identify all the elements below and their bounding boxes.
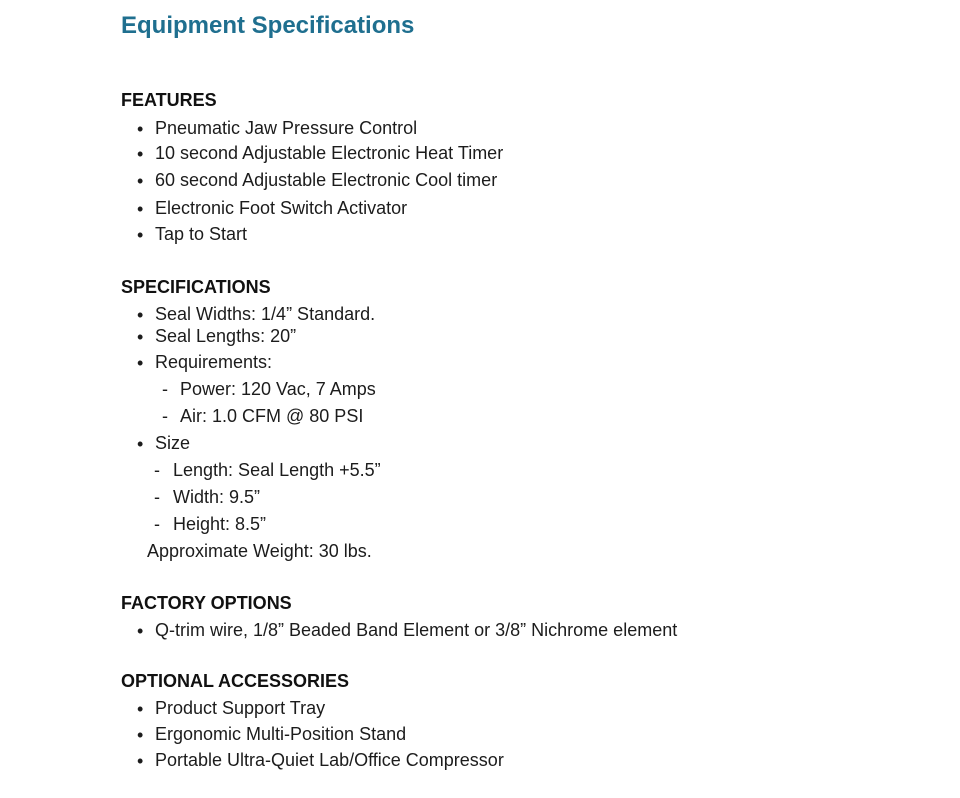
bullet-icon: •	[137, 199, 144, 219]
spec-weight: Approximate Weight: 30 lbs.	[147, 541, 372, 561]
feature-item: 10 second Adjustable Electronic Heat Timer	[155, 143, 504, 163]
accessory-item: Product Support Tray	[155, 698, 326, 718]
accessory-item: Portable Ultra-Quiet Lab/Office Compressor	[155, 750, 504, 770]
bullet-icon: •	[137, 327, 144, 347]
feature-item: Electronic Foot Switch Activator	[155, 198, 408, 218]
dash-icon: -	[154, 487, 160, 507]
dash-icon: -	[162, 406, 168, 426]
bullet-icon: •	[137, 699, 144, 719]
dash-icon: -	[154, 514, 160, 534]
feature-item: Pneumatic Jaw Pressure Control	[155, 118, 418, 138]
feature-item: 60 second Adjustable Electronic Cool timer	[155, 170, 498, 190]
feature-item: Tap to Start	[155, 224, 248, 244]
bullet-icon: •	[137, 353, 144, 373]
spec-seal-lengths: Seal Lengths: 20”	[155, 326, 297, 346]
bullet-icon: •	[137, 225, 144, 245]
spec-length: Length: Seal Length +5.5”	[173, 460, 381, 480]
spec-seal-widths: Seal Widths: 1/4” Standard.	[155, 304, 376, 324]
dash-icon: -	[154, 460, 160, 480]
bullet-icon: •	[137, 171, 144, 191]
factory-options-heading: FACTORY OPTIONS	[121, 593, 292, 613]
optional-accessories-heading: OPTIONAL ACCESSORIES	[121, 671, 350, 691]
features-heading: FEATURES	[121, 90, 217, 110]
bullet-icon: •	[137, 434, 144, 454]
specifications-heading: SPECIFICATIONS	[121, 277, 271, 297]
spec-height: Height: 8.5”	[173, 514, 267, 534]
dash-icon: -	[162, 379, 168, 399]
factory-option-item: Q-trim wire, 1/8” Beaded Band Element or 3/8” Nichrome element	[155, 620, 678, 640]
bullet-icon: •	[137, 751, 144, 771]
page-title: Equipment Specifications	[121, 12, 415, 39]
spec-power: Power: 120 Vac, 7 Amps	[180, 379, 376, 399]
spec-size: Size	[155, 433, 191, 453]
bullet-icon: •	[137, 305, 144, 325]
spec-width: Width: 9.5”	[173, 487, 261, 507]
spec-requirements: Requirements:	[155, 352, 273, 372]
bullet-icon: •	[137, 119, 144, 139]
bullet-icon: •	[137, 621, 144, 641]
accessory-item: Ergonomic Multi-Position Stand	[155, 724, 407, 744]
bullet-icon: •	[137, 725, 144, 745]
bullet-icon: •	[137, 144, 144, 164]
spec-air: Air: 1.0 CFM @ 80 PSI	[180, 406, 364, 426]
